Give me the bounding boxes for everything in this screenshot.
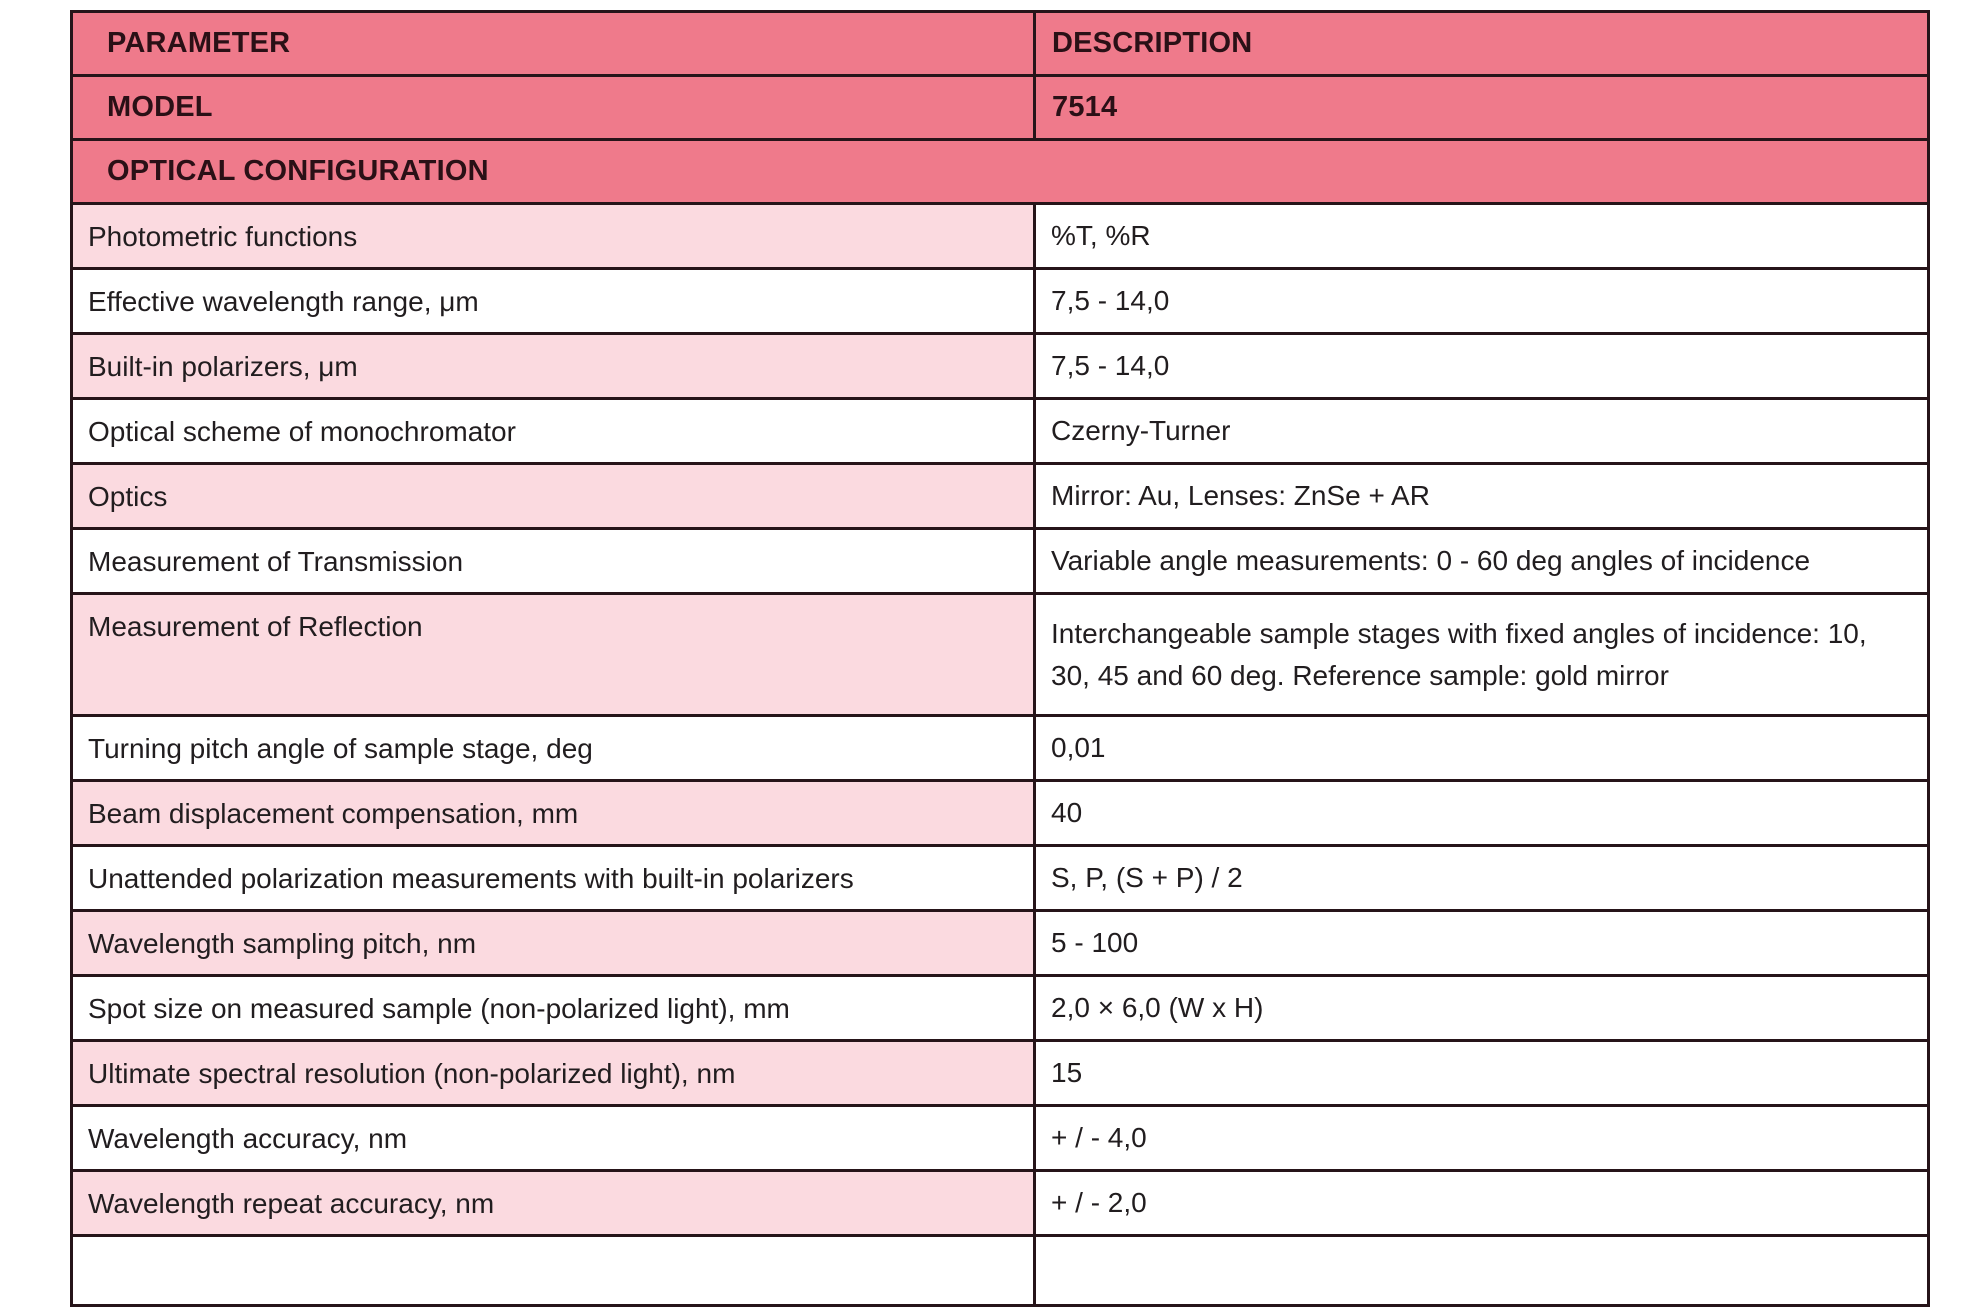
parameter-cell: Turning pitch angle of sample stage, deg	[72, 716, 1035, 781]
parameter-cell: Measurement of Reflection	[72, 594, 1035, 716]
description-cell: 7,5 - 14,0	[1035, 269, 1929, 334]
table-row	[72, 1106, 1929, 1171]
table-row	[72, 204, 1929, 269]
parameter-cell: Wavelength sampling pitch, nm	[72, 911, 1035, 976]
parameter-cell	[72, 1236, 1035, 1306]
description-cell: Mirror: Au, Lenses: ZnSe + AR	[1035, 464, 1929, 529]
parameter-cell: Measurement of Transmission	[72, 529, 1035, 594]
description-cell: S, P, (S + P) / 2	[1035, 846, 1929, 911]
table-row	[72, 529, 1929, 594]
description-cell: Variable angle measurements: 0 - 60 deg angles of incidence	[1035, 529, 1929, 594]
description-cell: + / - 4,0	[1035, 1106, 1929, 1171]
model-label: MODEL	[72, 76, 1035, 140]
table-row	[72, 1041, 1929, 1106]
description-cell: Interchangeable sample stages with fixed angles of incidence: 10, 30, 45 and 60 deg. Reference sample: gold mirror	[1035, 594, 1929, 716]
table-row	[72, 781, 1929, 846]
table-row	[72, 976, 1929, 1041]
parameter-cell: Ultimate spectral resolution (non-polarized light), nm	[72, 1041, 1035, 1106]
table-row	[72, 846, 1929, 911]
description-cell: %T, %R	[1035, 204, 1929, 269]
parameter-cell: Beam displacement compensation, mm	[72, 781, 1035, 846]
parameter-cell: Wavelength accuracy, nm	[72, 1106, 1035, 1171]
parameter-cell: Photometric functions	[72, 204, 1035, 269]
description-cell: 2,0 × 6,0 (W x H)	[1035, 976, 1929, 1041]
parameter-cell: Spot size on measured sample (non-polarized light), mm	[72, 976, 1035, 1041]
table-row	[72, 911, 1929, 976]
table-row	[72, 716, 1929, 781]
table-row	[72, 269, 1929, 334]
table-row	[72, 399, 1929, 464]
parameter-cell: Unattended polarization measurements with built-in polarizers	[72, 846, 1035, 911]
table-row	[72, 334, 1929, 399]
description-cell: 15	[1035, 1041, 1929, 1106]
table-row	[72, 1171, 1929, 1236]
parameter-cell: Wavelength repeat accuracy, nm	[72, 1171, 1035, 1236]
section-row	[72, 140, 1929, 204]
model-value: 7514	[1035, 76, 1929, 140]
description-cell: 40	[1035, 781, 1929, 846]
column-header-parameter: PARAMETER	[72, 12, 1035, 76]
description-cell: 0,01	[1035, 716, 1929, 781]
parameter-cell: Optics	[72, 464, 1035, 529]
section-title: OPTICAL CONFIGURATION	[72, 140, 1929, 204]
table-row-partial	[72, 1236, 1929, 1306]
table-row	[72, 594, 1929, 716]
parameter-cell: Effective wavelength range, μm	[72, 269, 1035, 334]
parameter-cell: Optical scheme of monochromator	[72, 399, 1035, 464]
description-cell	[1035, 1236, 1929, 1306]
column-header-description: DESCRIPTION	[1035, 12, 1929, 76]
parameter-cell: Built-in polarizers, μm	[72, 334, 1035, 399]
table-header-row	[72, 12, 1929, 76]
description-cell: + / - 2,0	[1035, 1171, 1929, 1236]
description-cell: 7,5 - 14,0	[1035, 334, 1929, 399]
model-row	[72, 76, 1929, 140]
table-row	[72, 464, 1929, 529]
specification-table	[70, 10, 1930, 1307]
description-cell: Czerny-Turner	[1035, 399, 1929, 464]
description-cell: 5 - 100	[1035, 911, 1929, 976]
